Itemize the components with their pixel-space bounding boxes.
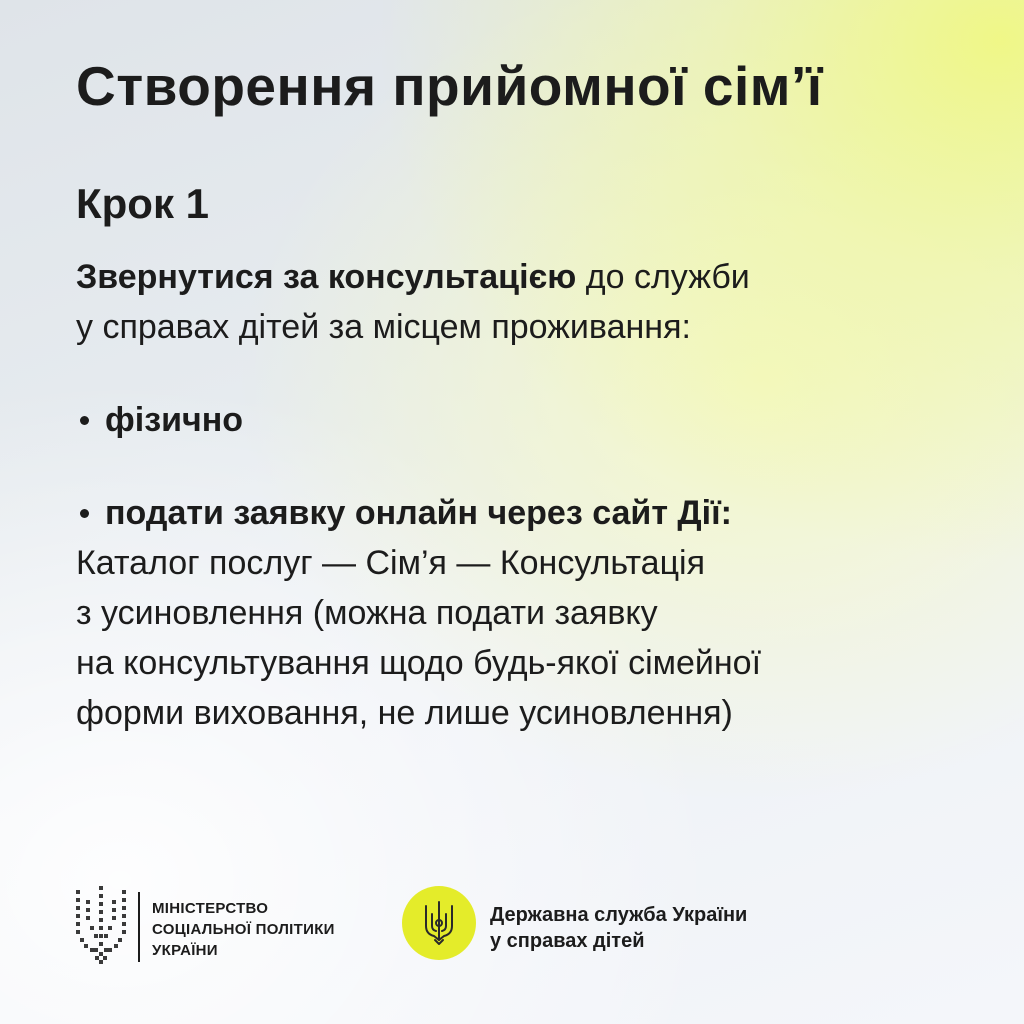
trident-emblem-icon	[74, 886, 128, 966]
bullet-dot	[80, 509, 89, 518]
childrens-service-logo	[402, 884, 822, 964]
service-logo-circle	[402, 886, 476, 960]
footer-logos	[0, 880, 1024, 980]
service-name	[490, 902, 747, 954]
step-heading: Крок 1	[76, 180, 209, 227]
intro-line2: у справах дітей за місцем проживання:	[76, 308, 691, 346]
ministry-name-line: УКРАЇНИ	[152, 942, 218, 959]
intro-rest: до служби	[576, 258, 750, 296]
online-line: Каталог послуг — Сім’я — Консультація	[76, 544, 706, 582]
intro-text	[76, 252, 976, 352]
bullet-label: фізично	[105, 401, 244, 439]
online-details	[76, 538, 976, 738]
service-name-line: Державна служба України	[490, 904, 748, 926]
ministry-name-line: СОЦІАЛЬНОЇ ПОЛІТИКИ	[152, 921, 335, 938]
online-line: з усиновлення (можна подати заявку	[76, 594, 658, 632]
trident-emblem-icon	[422, 900, 456, 946]
ministry-name	[152, 898, 335, 961]
ministry-name-line: МІНІСТЕРСТВО	[152, 900, 269, 917]
bullet-online	[80, 488, 732, 538]
online-line: на консультування щодо будь-якої сімейної	[76, 644, 762, 682]
service-name-line: у справах дітей	[490, 930, 645, 952]
bullet-dot	[80, 416, 89, 425]
page-title: Створення прийомної сім’ї	[76, 55, 823, 117]
bullet-physical	[80, 395, 243, 445]
bullet-label: подати заявку онлайн через сайт Дії:	[105, 494, 732, 532]
ministry-logo	[74, 886, 374, 966]
online-line: форми виховання, не лише усиновлення)	[76, 694, 733, 732]
logo-divider	[138, 892, 140, 962]
intro-bold: Звернутися за консультацією	[76, 258, 577, 296]
